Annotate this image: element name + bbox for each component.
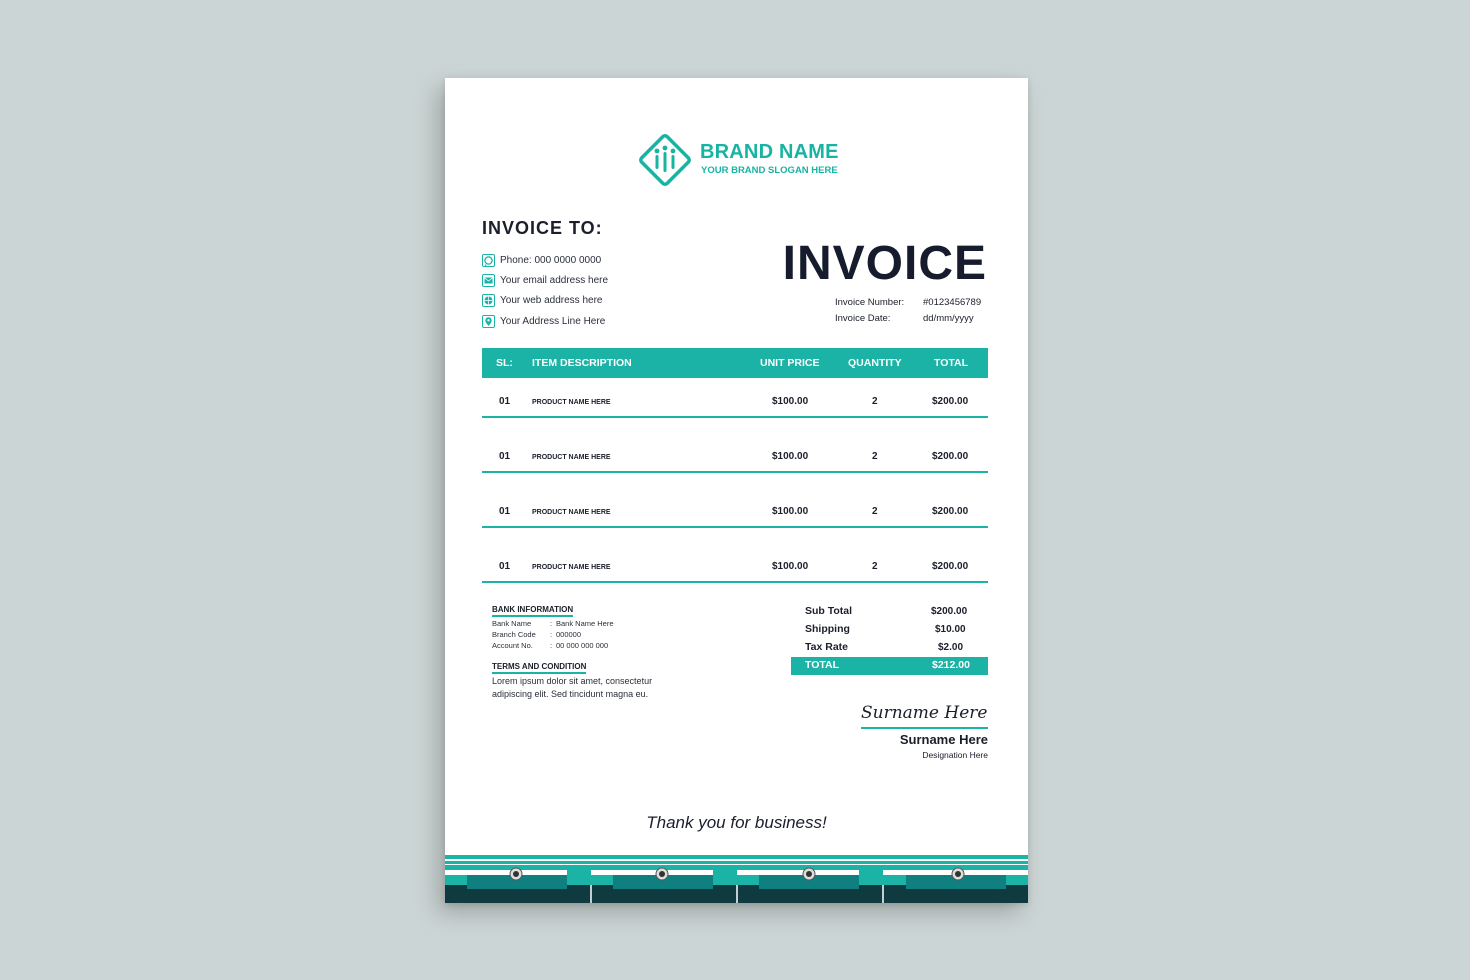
bank-row-sep: : xyxy=(550,630,553,639)
row-description: PRODUCT NAME HERE xyxy=(532,564,611,571)
bank-row-value: 000000 xyxy=(556,630,582,639)
diamond-logo-icon xyxy=(635,130,695,190)
subtotal-value: $200.00 xyxy=(931,606,968,617)
row-description: PRODUCT NAME HERE xyxy=(532,509,611,516)
bank-row-sep: : xyxy=(550,619,553,628)
bank-row-sep: : xyxy=(550,641,553,650)
bank-row-value: Bank Name Here xyxy=(556,619,614,628)
bank-row xyxy=(492,619,652,628)
web-icon xyxy=(482,294,495,307)
bank-row xyxy=(492,641,652,650)
signature-line xyxy=(861,727,988,729)
signature-designation: Designation Here xyxy=(922,750,988,760)
shipping-label: Shipping xyxy=(805,623,850,635)
invoice-to-heading: INVOICE TO: xyxy=(482,218,603,238)
bank-row-label: Account No. xyxy=(492,641,533,650)
phone-icon xyxy=(482,254,495,267)
contact-email-text: Your email address here xyxy=(500,274,609,286)
signature-name: Surname Here xyxy=(899,732,988,747)
row-total: $200.00 xyxy=(932,561,969,572)
row-sl: 01 xyxy=(499,396,511,407)
table-row xyxy=(482,473,988,528)
contact-phone-text: Phone: 000 0000 0000 xyxy=(500,254,602,266)
brand-slogan: YOUR BRAND SLOGAN HERE xyxy=(701,165,838,176)
contact-address xyxy=(482,313,712,329)
bank-row-label: Branch Code xyxy=(492,630,536,639)
row-quantity: 2 xyxy=(872,506,878,517)
row-quantity: 2 xyxy=(872,396,878,407)
header-sl: SL: xyxy=(496,357,513,369)
terms-heading: TERMS AND CONDITION xyxy=(492,662,586,674)
bank-row-label: Bank Name xyxy=(492,619,532,628)
invoice-number-value: #0123456789 xyxy=(923,297,982,308)
grand-total-value: $212.00 xyxy=(932,659,970,671)
row-total: $200.00 xyxy=(932,451,969,462)
invoice-number-label: Invoice Number: xyxy=(835,297,905,308)
row-divider xyxy=(482,581,988,583)
row-unit-price: $100.00 xyxy=(772,451,809,462)
row-quantity: 2 xyxy=(872,561,878,572)
email-icon xyxy=(482,274,495,287)
row-unit-price: $100.00 xyxy=(772,561,809,572)
thank-you-message: Thank you for business! xyxy=(646,813,827,832)
table-row xyxy=(482,418,988,473)
grand-total-bar xyxy=(791,657,988,675)
row-description: PRODUCT NAME HERE xyxy=(532,454,611,461)
contact-email xyxy=(482,272,712,288)
contact-phone xyxy=(482,252,712,268)
subtotal-label: Sub Total xyxy=(805,605,853,617)
shipping-value: $10.00 xyxy=(935,624,966,635)
table-row xyxy=(482,363,988,418)
header-unit-price: UNIT PRICE xyxy=(760,357,820,369)
brand-name: BRAND NAME xyxy=(700,141,839,163)
row-unit-price: $100.00 xyxy=(772,396,809,407)
signature-script-text: Surname Here xyxy=(861,703,988,723)
contact-web xyxy=(482,292,712,308)
header-quantity: QUANTITY xyxy=(848,357,902,369)
row-sl: 01 xyxy=(499,506,511,517)
row-unit-price: $100.00 xyxy=(772,506,809,517)
tax-label: Tax Rate xyxy=(805,641,848,653)
row-total: $200.00 xyxy=(932,506,969,517)
invoice-date-label: Invoice Date: xyxy=(835,313,891,324)
footer-decoration xyxy=(445,855,1028,903)
invoice-title: INVOICE xyxy=(782,237,987,290)
row-total: $200.00 xyxy=(932,396,969,407)
contact-address-text: Your Address Line Here xyxy=(500,315,606,327)
terms-text: Lorem ipsum dolor sit amet, consectetur adipiscing elit. Sed tincidunt magna eu. xyxy=(492,676,653,699)
bank-row xyxy=(492,630,652,639)
header-description: ITEM DESCRIPTION xyxy=(532,357,632,369)
header-total: TOTAL xyxy=(934,357,969,369)
row-description: PRODUCT NAME HERE xyxy=(532,399,611,406)
row-sl: 01 xyxy=(499,561,511,572)
contact-web-text: Your web address here xyxy=(500,294,603,306)
signature-script xyxy=(859,696,989,726)
bank-row-value: 00 000 000 000 xyxy=(556,641,609,650)
row-sl: 01 xyxy=(499,451,511,462)
row-quantity: 2 xyxy=(872,451,878,462)
tax-value: $2.00 xyxy=(938,642,964,653)
table-row xyxy=(482,528,988,583)
location-icon xyxy=(482,315,495,328)
invoice-date-value: dd/mm/yyyy xyxy=(923,313,974,324)
grand-total-label: TOTAL xyxy=(805,659,840,671)
bank-info-heading: BANK INFORMATION xyxy=(492,605,573,617)
invoice-page xyxy=(445,78,1028,903)
